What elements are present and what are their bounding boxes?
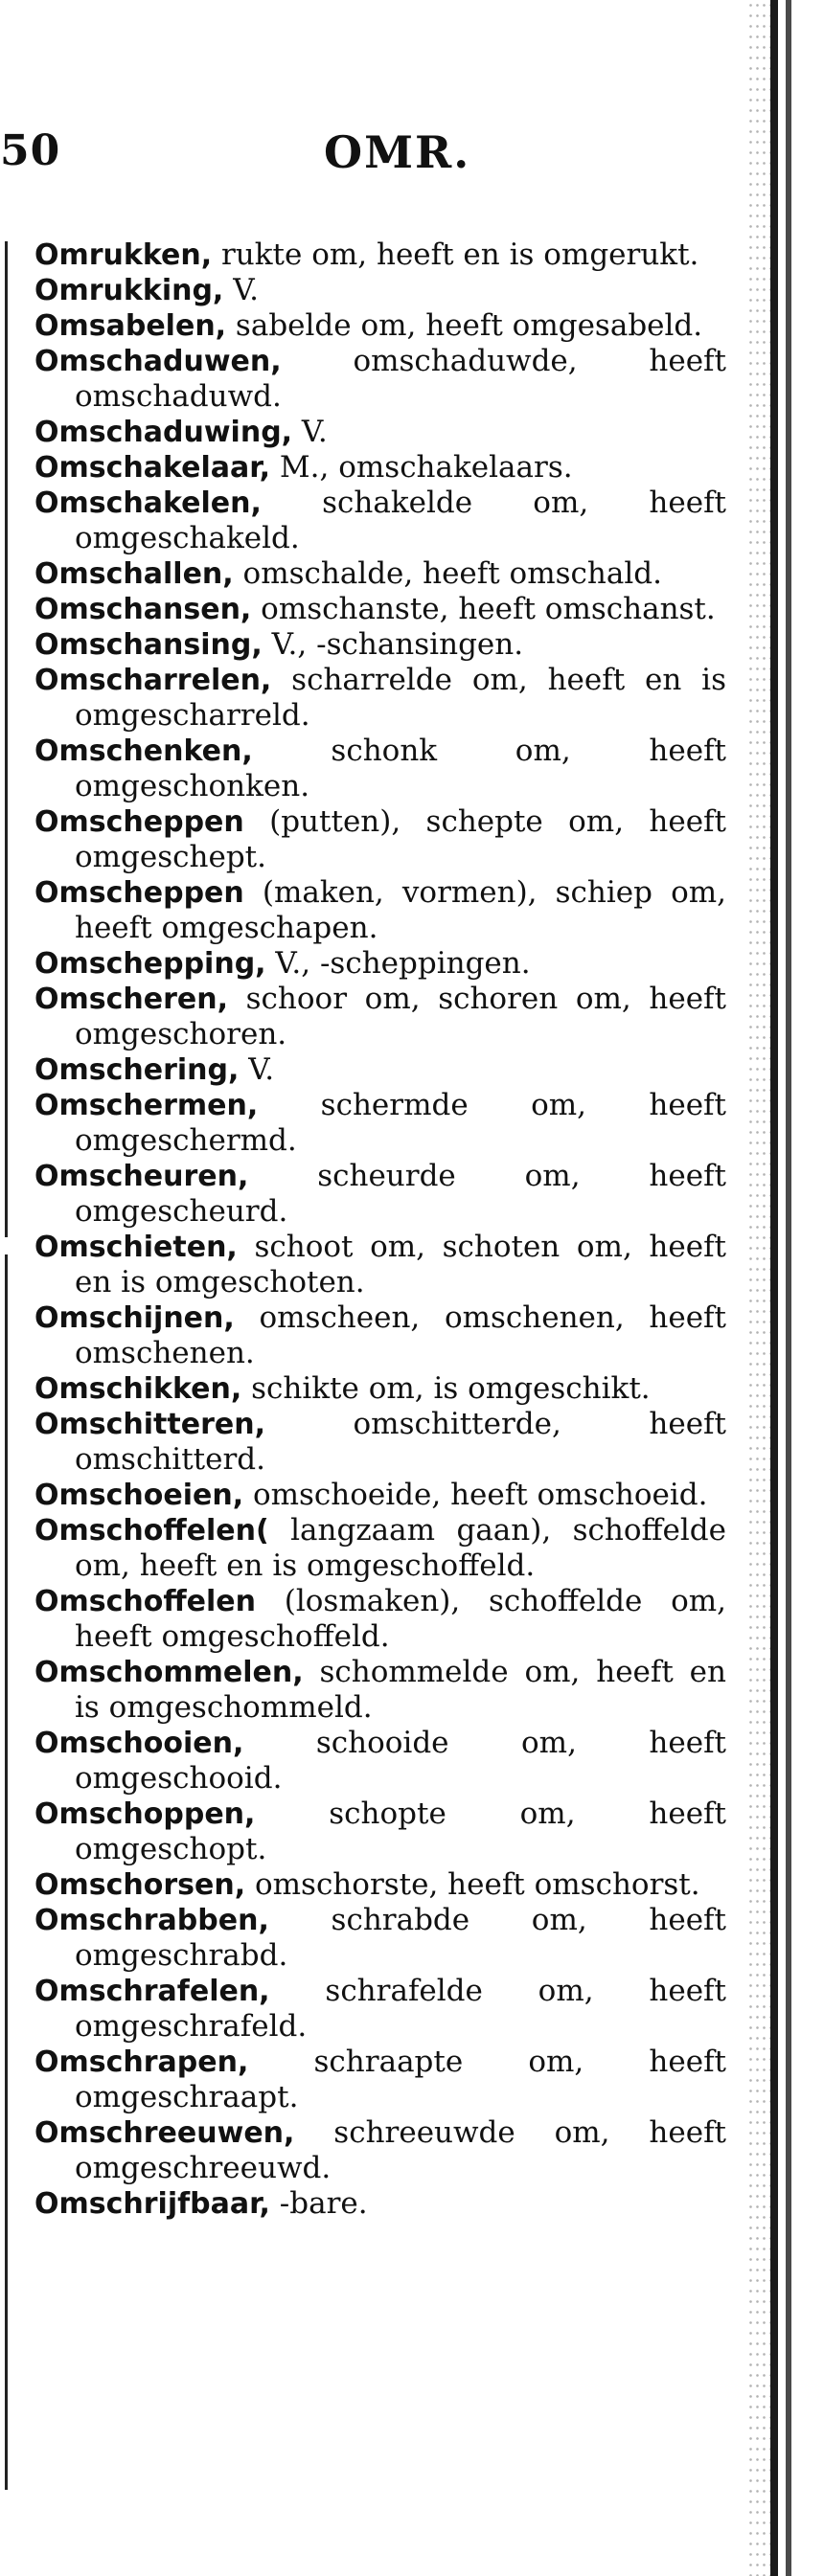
entry-definition: rukte om, heeft en is omgerukt. (212, 237, 699, 272)
dictionary-entry (34, 1159, 726, 1230)
entry-headword: Omschenken, (34, 734, 253, 768)
entry-definition: V., -schansingen. (262, 627, 524, 662)
entry-definition: schopte om, heeft omgeschopt. (75, 1796, 726, 1866)
entry-definition: schonk om, heeft omgeschonken. (75, 734, 726, 803)
dictionary-entry (34, 1371, 726, 1407)
dictionary-entry (34, 946, 726, 982)
entry-headword: Omscharrelen, (34, 664, 272, 697)
entry-definition: omschorste, heeft omschorst. (245, 1867, 700, 1902)
dictionary-entry (34, 875, 726, 946)
entry-headword: Omrukken, (34, 238, 213, 272)
entry-headword: Omschansen, (34, 593, 252, 626)
dictionary-entry (34, 1903, 726, 1974)
dictionary-entry (34, 1300, 726, 1371)
entry-definition: omschitterde, heeft omschitterd. (75, 1407, 726, 1477)
dictionary-entry (34, 344, 726, 415)
entry-definition: (maken, vormen), schiep om, heeft omgeschapen. (75, 875, 726, 945)
entry-definition: -bare. (269, 2186, 368, 2221)
dictionary-entry (34, 1052, 726, 1088)
running-head: OMR. (324, 126, 471, 178)
entry-definition: sabelde om, heeft omgesabeld. (226, 308, 703, 343)
entry-headword: Omschreeuwen, (34, 2116, 295, 2150)
entry-definition: (losmaken), schoffelde om, heeft omgeschoffeld. (75, 1584, 726, 1654)
dictionary-entry (34, 592, 726, 627)
dictionary-entry (34, 734, 726, 804)
dictionary-entry (34, 1407, 726, 1478)
entry-definition: omscheen, omschenen, heeft omschenen. (75, 1300, 726, 1370)
dictionary-entry (34, 982, 726, 1052)
entry-definition: scharrelde om, heeft en is omgescharreld. (75, 663, 726, 733)
entry-headword: Omscheppen (34, 876, 244, 910)
entry-definition: schakelde om, heeft omgeschakeld. (75, 486, 726, 555)
dictionary-entry (34, 1867, 726, 1903)
page-edge-line (770, 0, 778, 2576)
column-rule-lower (5, 1254, 8, 2490)
entry-definition: schoot om, schoten om, heeft en is omgeschoten. (75, 1230, 726, 1299)
dictionary-entry (34, 1974, 726, 2045)
entry-headword: Omschering, (34, 1053, 240, 1087)
entry-headword: Omschakelaar, (34, 451, 271, 485)
entry-definition: schraapte om, heeft omgeschraapt. (75, 2045, 726, 2114)
entry-definition: omschaduwde, heeft omschaduwd. (75, 344, 726, 414)
page-edge-line-2 (786, 0, 791, 2576)
dictionary-entry (34, 627, 726, 663)
entry-headword: Omschoeien, (34, 1479, 244, 1512)
entry-headword: Omschrabben, (34, 1904, 269, 1937)
entry-definition: V., -scheppingen. (265, 946, 531, 981)
dictionary-entry (34, 663, 726, 734)
entry-headword: Omschrafelen, (34, 1975, 270, 2008)
dictionary-entry (34, 1726, 726, 1796)
entry-headword: Omscheuren, (34, 1160, 249, 1193)
entry-definition: V. (239, 1052, 275, 1087)
dictionary-entry (34, 1584, 726, 1655)
dictionary-entry (34, 1796, 726, 1867)
entry-headword: Omschitteren, (34, 1408, 265, 1441)
dictionary-entry (34, 486, 726, 556)
dictionary-entry (34, 237, 726, 273)
dictionary-entry (34, 2045, 726, 2115)
dictionary-entry (34, 1655, 726, 1726)
column-rule (5, 241, 8, 1237)
dictionary-entry (34, 556, 726, 592)
entry-headword: Omschommelen, (34, 1656, 304, 1689)
entry-definition: schermde om, heeft omgeschermd. (75, 1088, 726, 1158)
entry-definition: schreeuwde om, heeft omgeschreeuwd. (75, 2115, 726, 2185)
entry-definition: scheurde om, heeft omgescheurd. (75, 1159, 726, 1229)
entry-headword: Omschijnen, (34, 1301, 235, 1335)
entry-definition: (putten), schepte om, heeft omgeschept. (75, 804, 726, 874)
entry-headword: Omschaduwing, (34, 416, 293, 449)
entry-definition: schrabde om, heeft omgeschrabd. (75, 1903, 726, 1973)
dictionary-entry (34, 308, 726, 344)
dictionary-entry (34, 273, 726, 308)
entry-headword: Omschooien, (34, 1727, 244, 1760)
entry-definition: omschoeide, heeft omschoeid. (243, 1478, 708, 1512)
dictionary-entry (34, 450, 726, 486)
entry-definition: omschalde, heeft omschald. (233, 556, 662, 591)
dictionary-entry (34, 2186, 726, 2222)
entry-definition: omschanste, heeft omschanst. (251, 592, 716, 626)
entry-headword: Omschoppen, (34, 1797, 256, 1831)
dictionary-entry (34, 1230, 726, 1300)
dictionary-entries (34, 237, 726, 2222)
entry-headword: Omscheren, (34, 983, 229, 1016)
entry-headword: Omschoffelen( (34, 1514, 269, 1548)
entry-headword: Omschansing, (34, 628, 263, 662)
entry-headword: Omrukking, (34, 274, 224, 307)
entry-headword: Omschoffelen (34, 1585, 257, 1618)
entry-headword: Omschakelen, (34, 486, 262, 520)
dictionary-entry (34, 1088, 726, 1159)
entry-definition: M., omschakelaars. (270, 450, 573, 485)
dictionary-entry (34, 2115, 726, 2186)
entry-definition: schooide om, heeft omgeschooid. (75, 1726, 726, 1796)
entry-definition: V. (292, 415, 328, 449)
entry-headword: Omschrapen, (34, 2045, 249, 2079)
entry-headword: Omschepping, (34, 947, 266, 981)
entry-definition: schommelde om, heeft en is omgeschommeld. (75, 1655, 726, 1725)
dictionary-entry (34, 804, 726, 875)
page-number: 50 (0, 126, 61, 175)
dictionary-entry (34, 1478, 726, 1513)
entry-definition: langzaam gaan), schoffelde om, heeft en is omgeschoffeld. (75, 1513, 726, 1583)
dictionary-entry (34, 1513, 726, 1584)
entry-headword: Omschallen, (34, 557, 234, 591)
entry-definition: V. (223, 273, 260, 307)
entry-headword: Omschaduwen, (34, 345, 282, 378)
entry-headword: Omscheppen (34, 805, 244, 839)
entry-definition: schoor om, schoren om, heeft omgeschoren. (75, 982, 726, 1051)
dictionary-entry (34, 415, 726, 450)
entry-definition: schikte om, is omgeschikt. (241, 1371, 651, 1406)
entry-headword: Omschorsen, (34, 1868, 246, 1902)
entry-headword: Omsabelen, (34, 309, 227, 343)
entry-headword: Omschermen, (34, 1089, 259, 1122)
entry-definition: schrafelde om, heeft omgeschrafeld. (75, 1974, 726, 2044)
entry-headword: Omschieten, (34, 1231, 238, 1264)
entry-headword: Omschrijfbaar, (34, 2187, 270, 2221)
entry-headword: Omschikken, (34, 1372, 242, 1406)
